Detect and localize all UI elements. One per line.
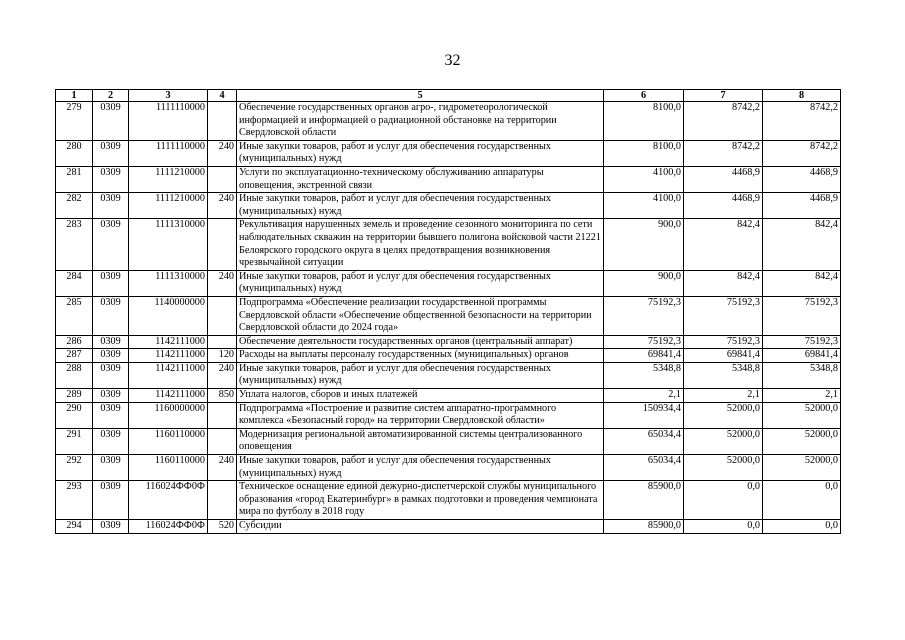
expense-type-cell: 120	[208, 349, 237, 363]
expense-type-cell	[208, 296, 237, 335]
expense-type-cell	[208, 428, 237, 454]
section-code-cell: 0309	[93, 428, 129, 454]
target-article-cell: 1160000000	[129, 402, 208, 428]
expense-type-cell	[208, 402, 237, 428]
amount-col7-cell: 52000,0	[684, 428, 763, 454]
table-row	[56, 270, 841, 296]
section-code-cell: 0309	[93, 455, 129, 481]
target-article-cell: 1142111000	[129, 389, 208, 403]
expense-type-cell	[208, 335, 237, 349]
section-code-cell: 0309	[93, 335, 129, 349]
amount-col8-cell: 52000,0	[763, 455, 841, 481]
row-number-cell: 291	[56, 428, 93, 454]
budget-table	[55, 89, 841, 534]
column-header: 1	[56, 90, 93, 102]
table-row	[56, 402, 841, 428]
amount-col6-cell: 69841,4	[604, 349, 684, 363]
item-name-cell: Подпрограмма «Обеспечение реализации государственной программы Свердловской области «Обеспечение общественной безопасности на территории Свердловской области до 2024 года»	[237, 296, 604, 335]
amount-col8-cell: 0,0	[763, 481, 841, 520]
section-code-cell: 0309	[93, 362, 129, 388]
section-code-cell: 0309	[93, 520, 129, 534]
section-code-cell: 0309	[93, 166, 129, 192]
item-name-cell: Иные закупки товаров, работ и услуг для обеспечения государственных (муниципальных) нужд	[237, 270, 604, 296]
amount-col6-cell: 8100,0	[604, 102, 684, 141]
item-name-cell: Расходы на выплаты персоналу государственных (муниципальных) органов	[237, 349, 604, 363]
row-number-cell: 280	[56, 140, 93, 166]
table-row	[56, 166, 841, 192]
amount-col6-cell: 75192,3	[604, 335, 684, 349]
section-code-cell: 0309	[93, 296, 129, 335]
table-row	[56, 349, 841, 363]
row-number-cell: 283	[56, 219, 93, 270]
table-row	[56, 428, 841, 454]
expense-type-cell: 240	[208, 455, 237, 481]
amount-col8-cell: 4468,9	[763, 193, 841, 219]
item-name-cell: Иные закупки товаров, работ и услуг для обеспечения государственных (муниципальных) нужд	[237, 140, 604, 166]
amount-col8-cell: 8742,2	[763, 140, 841, 166]
item-name-cell: Уплата налогов, сборов и иных платежей	[237, 389, 604, 403]
amount-col6-cell: 2,1	[604, 389, 684, 403]
expense-type-cell	[208, 102, 237, 141]
target-article-cell: 1111110000	[129, 102, 208, 141]
section-code-cell: 0309	[93, 481, 129, 520]
item-name-cell: Модернизация региональной автоматизированной системы централизованного оповещения	[237, 428, 604, 454]
table-row	[56, 140, 841, 166]
amount-col7-cell: 75192,3	[684, 335, 763, 349]
section-code-cell: 0309	[93, 102, 129, 141]
row-number-cell: 286	[56, 335, 93, 349]
target-article-cell: 1160110000	[129, 455, 208, 481]
row-number-cell: 281	[56, 166, 93, 192]
column-header: 2	[93, 90, 129, 102]
item-name-cell: Обеспечение государственных органов агро-, гидрометеорологической информацией и информацией о радиационной обстановке на территории Свердловской области	[237, 102, 604, 141]
column-header: 3	[129, 90, 208, 102]
amount-col7-cell: 8742,2	[684, 140, 763, 166]
table-row	[56, 335, 841, 349]
amount-col8-cell: 75192,3	[763, 296, 841, 335]
target-article-cell: 1111310000	[129, 270, 208, 296]
amount-col8-cell: 842,4	[763, 270, 841, 296]
header-row	[56, 90, 841, 102]
amount-col6-cell: 75192,3	[604, 296, 684, 335]
amount-col8-cell: 4468,9	[763, 166, 841, 192]
row-number-cell: 290	[56, 402, 93, 428]
target-article-cell: 1140000000	[129, 296, 208, 335]
row-number-cell: 279	[56, 102, 93, 141]
amount-col6-cell: 150934,4	[604, 402, 684, 428]
amount-col6-cell: 4100,0	[604, 193, 684, 219]
expense-type-cell: 850	[208, 389, 237, 403]
section-code-cell: 0309	[93, 389, 129, 403]
item-name-cell: Субсидии	[237, 520, 604, 534]
amount-col6-cell: 85900,0	[604, 481, 684, 520]
amount-col8-cell: 5348,8	[763, 362, 841, 388]
table-row	[56, 102, 841, 141]
row-number-cell: 293	[56, 481, 93, 520]
expense-type-cell: 240	[208, 193, 237, 219]
amount-col6-cell: 900,0	[604, 219, 684, 270]
row-number-cell: 292	[56, 455, 93, 481]
target-article-cell: 1111110000	[129, 140, 208, 166]
row-number-cell: 282	[56, 193, 93, 219]
item-name-cell: Иные закупки товаров, работ и услуг для обеспечения государственных (муниципальных) нужд	[237, 362, 604, 388]
amount-col6-cell: 900,0	[604, 270, 684, 296]
table-row	[56, 296, 841, 335]
amount-col8-cell: 69841,4	[763, 349, 841, 363]
amount-col7-cell: 4468,9	[684, 193, 763, 219]
target-article-cell: 1142111000	[129, 362, 208, 388]
amount-col8-cell: 8742,2	[763, 102, 841, 141]
amount-col6-cell: 8100,0	[604, 140, 684, 166]
row-number-cell: 287	[56, 349, 93, 363]
amount-col6-cell: 65034,4	[604, 428, 684, 454]
item-name-cell: Обеспечение деятельности государственных органов (центральный аппарат)	[237, 335, 604, 349]
section-code-cell: 0309	[93, 193, 129, 219]
expense-type-cell	[208, 219, 237, 270]
table-row	[56, 362, 841, 388]
target-article-cell: 1111210000	[129, 166, 208, 192]
column-header: 6	[604, 90, 684, 102]
amount-col8-cell: 52000,0	[763, 428, 841, 454]
amount-col7-cell: 4468,9	[684, 166, 763, 192]
item-name-cell: Подпрограмма «Построение и развитие систем аппаратно-программного комплекса «Безопасный город» на территории Свердловской области»	[237, 402, 604, 428]
amount-col6-cell: 5348,8	[604, 362, 684, 388]
target-article-cell: 1142111000	[129, 335, 208, 349]
amount-col6-cell: 4100,0	[604, 166, 684, 192]
section-code-cell: 0309	[93, 402, 129, 428]
amount-col8-cell: 842,4	[763, 219, 841, 270]
amount-col7-cell: 2,1	[684, 389, 763, 403]
table-row	[56, 389, 841, 403]
amount-col8-cell: 75192,3	[763, 335, 841, 349]
column-header: 5	[237, 90, 604, 102]
section-code-cell: 0309	[93, 140, 129, 166]
target-article-cell: 116024ФФ0Ф	[129, 520, 208, 534]
item-name-cell: Рекультивация нарушенных земель и проведение сезонного мониторинга по сети наблюдательных скважин на территории бывшего полигона войсковой части 21221 Белоярского городского округа в целях предотвращения возникновения чрезвычайной ситуации	[237, 219, 604, 270]
section-code-cell: 0309	[93, 349, 129, 363]
amount-col6-cell: 65034,4	[604, 455, 684, 481]
expense-type-cell: 520	[208, 520, 237, 534]
amount-col7-cell: 52000,0	[684, 402, 763, 428]
column-header: 4	[208, 90, 237, 102]
item-name-cell: Иные закупки товаров, работ и услуг для обеспечения государственных (муниципальных) нужд	[237, 193, 604, 219]
row-number-cell: 289	[56, 389, 93, 403]
expense-type-cell: 240	[208, 270, 237, 296]
target-article-cell: 1142111000	[129, 349, 208, 363]
amount-col7-cell: 0,0	[684, 481, 763, 520]
table-body	[56, 102, 841, 534]
amount-col7-cell: 842,4	[684, 270, 763, 296]
target-article-cell: 116024ФФ0Ф	[129, 481, 208, 520]
column-header: 8	[763, 90, 841, 102]
table-row	[56, 481, 841, 520]
row-number-cell: 294	[56, 520, 93, 534]
row-number-cell: 288	[56, 362, 93, 388]
row-number-cell: 285	[56, 296, 93, 335]
page-number: 32	[444, 52, 461, 69]
table-row	[56, 455, 841, 481]
amount-col8-cell: 52000,0	[763, 402, 841, 428]
amount-col7-cell: 8742,2	[684, 102, 763, 141]
amount-col7-cell: 69841,4	[684, 349, 763, 363]
item-name-cell: Иные закупки товаров, работ и услуг для обеспечения государственных (муниципальных) нужд	[237, 455, 604, 481]
amount-col8-cell: 2,1	[763, 389, 841, 403]
expense-type-cell	[208, 481, 237, 520]
section-code-cell: 0309	[93, 219, 129, 270]
column-header: 7	[684, 90, 763, 102]
amount-col7-cell: 75192,3	[684, 296, 763, 335]
table-row	[56, 520, 841, 534]
item-name-cell: Техническое оснащение единой дежурно-диспетчерской службы муниципального образования «город Екатеринбург» в рамках подготовки и проведения чемпионата мира по футболу в 2018 году	[237, 481, 604, 520]
amount-col7-cell: 0,0	[684, 520, 763, 534]
amount-col6-cell: 85900,0	[604, 520, 684, 534]
amount-col7-cell: 52000,0	[684, 455, 763, 481]
amount-col8-cell: 0,0	[763, 520, 841, 534]
section-code-cell: 0309	[93, 270, 129, 296]
amount-col7-cell: 5348,8	[684, 362, 763, 388]
expense-type-cell: 240	[208, 362, 237, 388]
amount-col7-cell: 842,4	[684, 219, 763, 270]
target-article-cell: 1111310000	[129, 219, 208, 270]
target-article-cell: 1111210000	[129, 193, 208, 219]
item-name-cell: Услуги по эксплуатационно-техническому обслуживанию аппаратуры оповещения, экстренной связи	[237, 166, 604, 192]
table-row	[56, 219, 841, 270]
target-article-cell: 1160110000	[129, 428, 208, 454]
row-number-cell: 284	[56, 270, 93, 296]
table-row	[56, 193, 841, 219]
expense-type-cell	[208, 166, 237, 192]
expense-type-cell: 240	[208, 140, 237, 166]
